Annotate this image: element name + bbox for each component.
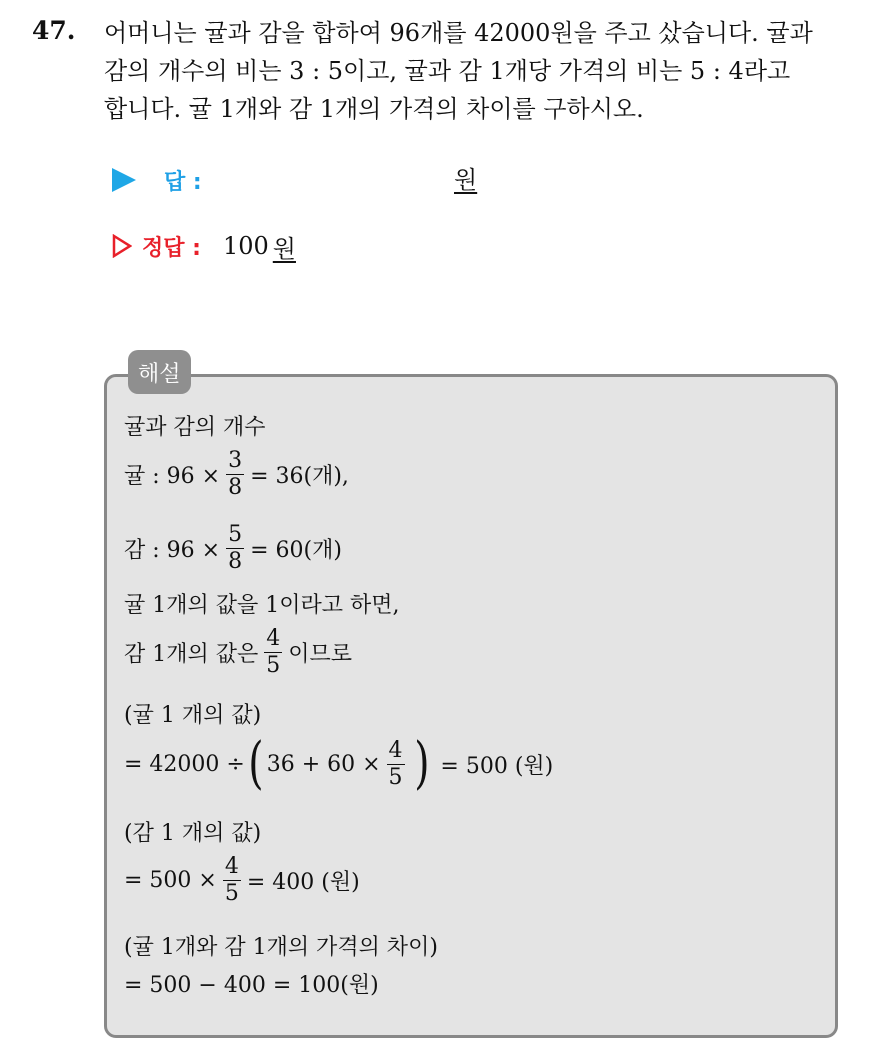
solution-line: [124, 588, 399, 619]
fraction-denominator: 8: [228, 475, 243, 500]
solution-text: (감 1 개의 값): [124, 821, 262, 846]
close-parenthesis: ): [413, 731, 430, 796]
outline-triangle-icon: [112, 234, 132, 258]
open-parenthesis: (: [248, 731, 264, 796]
solution-text: 귤 : 96 ×: [124, 464, 221, 489]
fraction-denominator: 5: [224, 881, 239, 906]
solution-line: [124, 522, 342, 575]
correct-answer-unit: 원: [272, 234, 296, 263]
solution-line: [124, 930, 438, 961]
solution-text: = 500 (원): [440, 753, 554, 779]
correct-answer-label: 정답 :: [142, 235, 201, 261]
solution-text: 귤 1개의 값을 1이라고 하면,: [124, 593, 400, 618]
solution-line: [124, 448, 349, 501]
question-line: 합니다. 귤 1개와 감 1개의 가격의 차이를 구하시오.: [104, 95, 644, 123]
solution-line: [124, 698, 261, 729]
question-number: 47.: [32, 16, 76, 45]
solution-line: [124, 968, 379, 999]
solution-line: [124, 854, 360, 907]
solution-text: (귤 1개와 감 1개의 가격의 차이): [124, 935, 438, 960]
solution-line: [124, 816, 261, 847]
fraction: [226, 522, 244, 575]
answer-unit: 원: [454, 166, 478, 194]
fraction-denominator: 8: [228, 549, 243, 574]
question-line: 감의 개수의 비는 3 : 5이고, 귤과 감 1개당 가격의 비는 5 : 4라고: [104, 57, 791, 85]
solution-text: = 36(개),: [250, 464, 349, 489]
fraction-numerator: 5: [228, 522, 243, 547]
answer-row: [112, 160, 532, 200]
fraction-numerator: 4: [224, 854, 239, 879]
solution-line: [124, 731, 554, 796]
solution-tag: 해설: [128, 350, 191, 394]
solution-line: [124, 410, 266, 441]
solution-text: 이므로: [288, 642, 353, 667]
answer-label: 답 :: [164, 169, 202, 195]
correct-answer-value: 100: [222, 232, 269, 260]
fraction: [226, 448, 244, 501]
solution-text: (귤 1 개의 값): [124, 703, 262, 728]
solution-text: 36 + 60 ×: [266, 751, 381, 777]
solution-text: = 400 (원): [246, 870, 360, 895]
play-triangle-icon: [112, 168, 136, 192]
solution-text: = 500 ×: [124, 868, 217, 893]
solution-line: [124, 626, 352, 679]
question-text: [104, 14, 864, 128]
fraction: [264, 626, 282, 679]
fraction: [387, 738, 405, 791]
solution-text: = 60(개): [250, 538, 342, 563]
fraction-numerator: 3: [228, 448, 243, 473]
correct-answer-row: [112, 226, 296, 266]
question-line: 어머니는 귤과 감을 합하여 96개를 42000원을 주고 샀습니다. 귤과: [104, 19, 813, 47]
fraction-denominator: 5: [266, 653, 281, 678]
solution-text: = 42000 ÷: [124, 751, 245, 777]
solution-text: 감 1개의 값은: [124, 642, 259, 667]
solution-text: = 500 − 400 = 100(원): [124, 973, 379, 998]
solution-text: 귤과 감의 개수: [124, 415, 266, 440]
solution-text: 감 : 96 ×: [124, 538, 221, 563]
fraction-denominator: 5: [388, 764, 403, 790]
fraction-numerator: 4: [266, 626, 281, 651]
fraction-numerator: 4: [388, 737, 403, 763]
fraction: [223, 854, 241, 907]
